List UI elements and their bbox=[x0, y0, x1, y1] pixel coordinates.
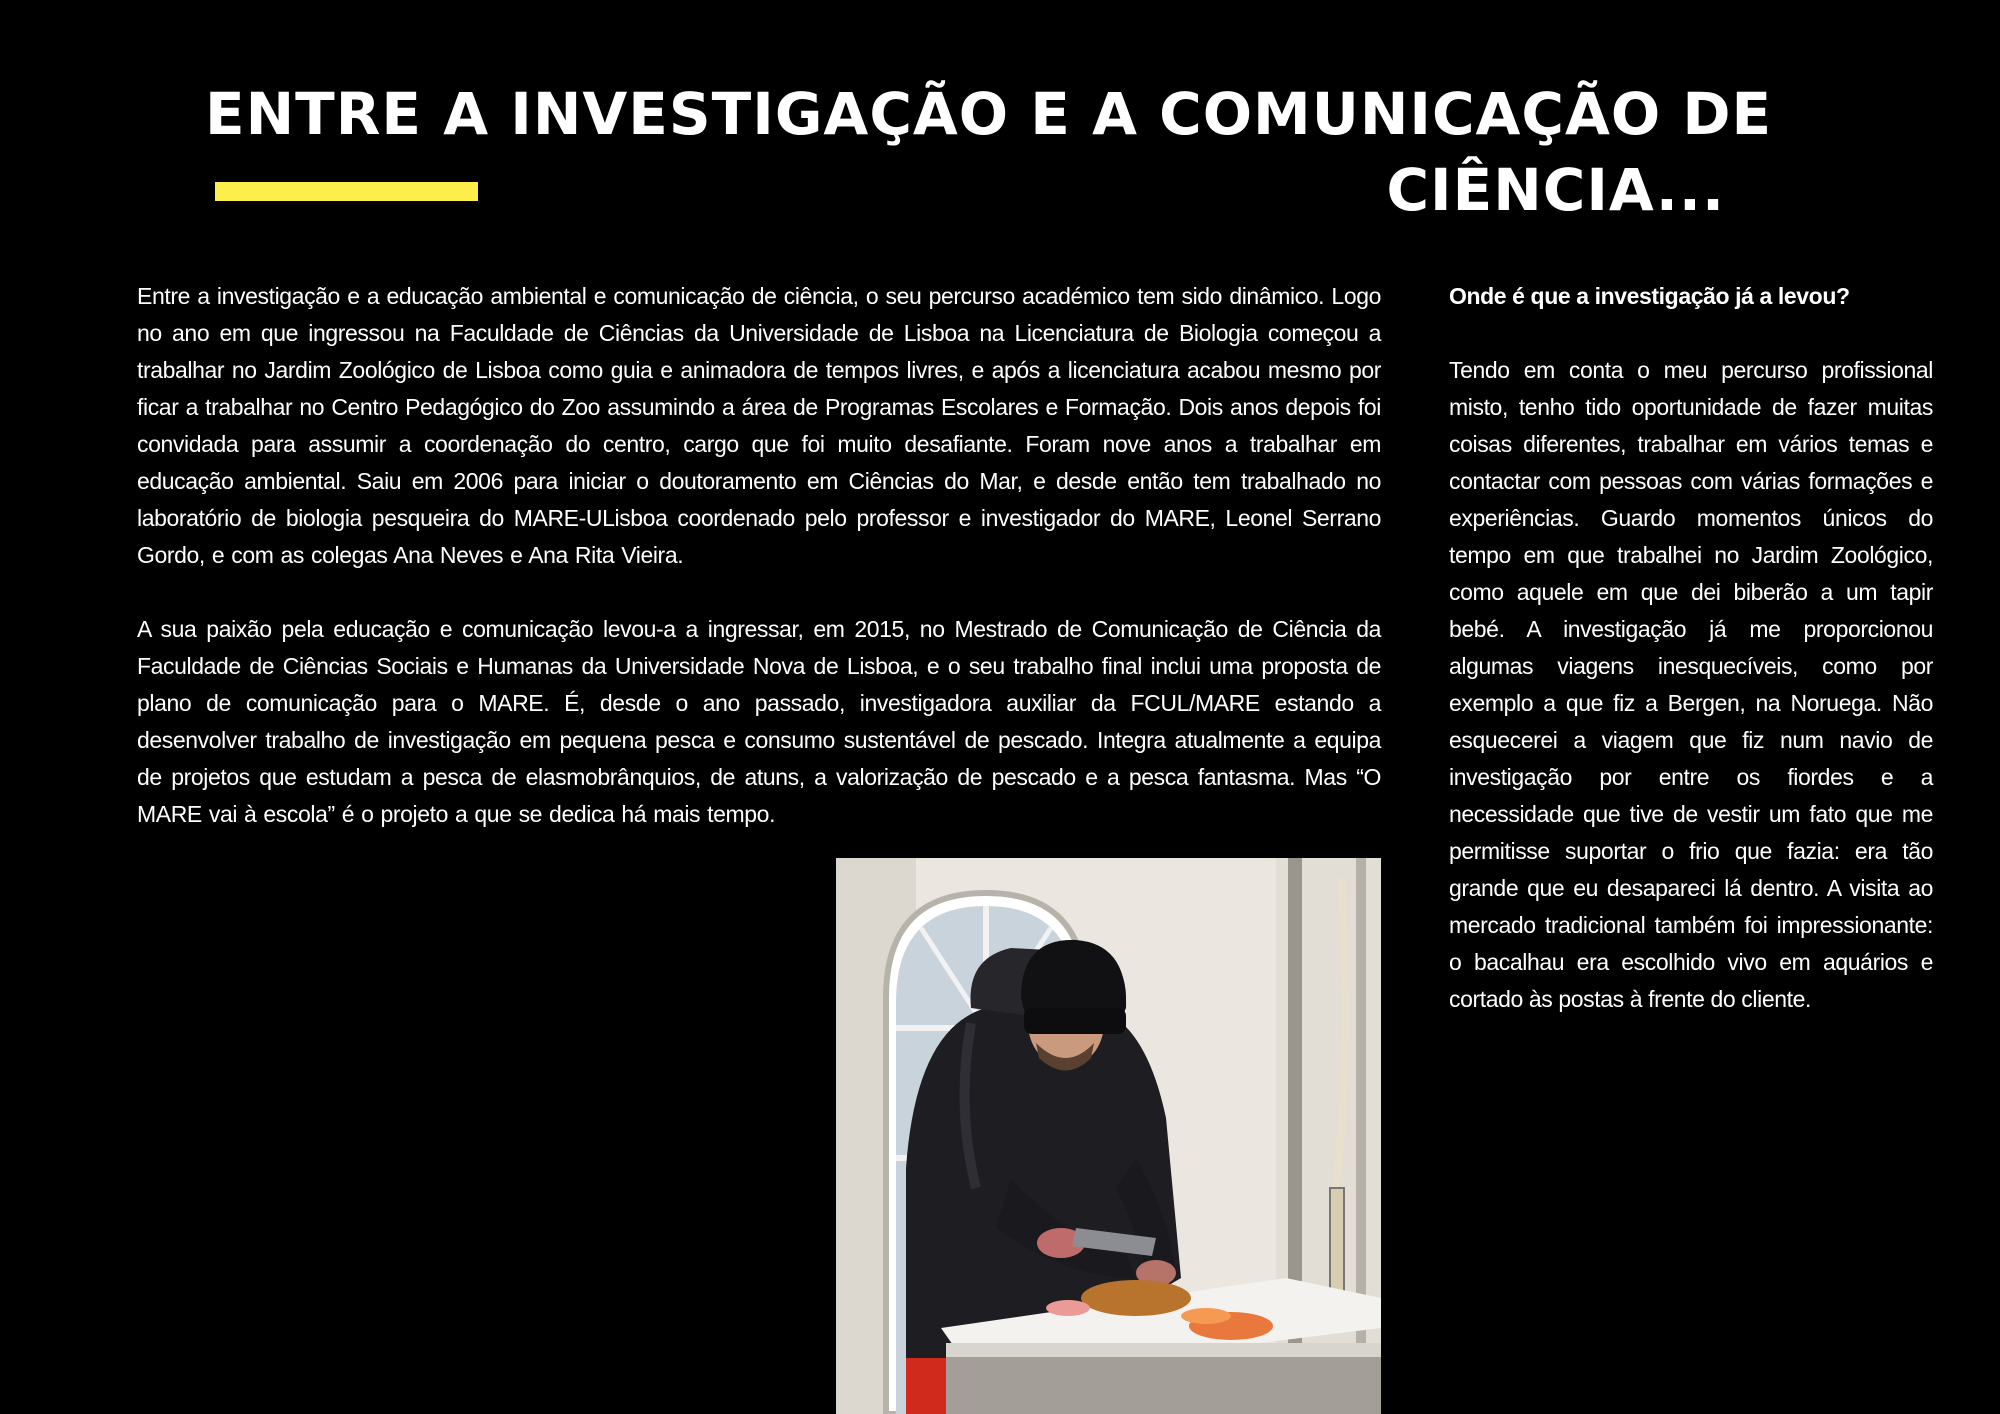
fishmonger-illustration bbox=[836, 858, 1381, 1414]
sidebar-question: Onde é que a investigação já a levou? bbox=[1449, 283, 1850, 309]
article-paragraph-1: Entre a investigação e a educação ambiental e comunicação de ciência, o seu percurso académico tem sido dinâmico. Logo no ano em que ingressou na Faculdade de Ciências da Universidade de Lisboa na Licenciatura de Biologia começou a trabalhar no Jardim Zoológico de Lisboa como guia e animadora de tempos livres, e após a licenciatura acabou mesmo por ficar a trabalhar no Centro Pedagógico do Zoo assumindo a área de Programas Escolares e Formação. Dois anos depois foi convidada para assumir a coordenação do centro, cargo que foi muito desafiante. Foram nove anos a trabalhar em educação ambiental. Saiu em 2006 para iniciar o doutoramento em Ciências do Mar, e desde então tem trabalhado no laboratório de biologia pesqueira do MARE-ULisboa coordenado pelo professor e investigador do MARE, Leonel Serrano Gordo, e com as colegas Ana Neves e Ana Rita Vieira. bbox=[137, 283, 1381, 568]
article-paragraph-2: A sua paixão pela educação e comunicação levou-a a ingressar, em 2015, no Mestrado de Comunicação de Ciência da Faculdade de Ciências Sociais e Humanas da Universidade Nova de Lisboa, e o seu trabalho final inclui uma proposta de plano de comunicação para o MARE. É, desde o ano passado, investigadora auxiliar da FCUL/MARE estando a desenvolver trabalho de investigação em pequena pesca e consumo sustentável de pescado. Integra atualmente a equipa de projetos que estudam a pesca de elasmobrânquios, de atuns, a valorização de pescado e a pesca fantasma. Mas “O MARE vai à escola” é o projeto a que se dedica há mais tempo. bbox=[137, 616, 1381, 827]
sidebar-answer: Tendo em conta o meu percurso profissional misto, tenho tido oportunidade de fazer muitas coisas diferentes, trabalhar em vários temas e contactar com pessoas com várias formações e experiências. Guardo momentos únicos do tempo em que trabalhei no Jardim Zoológico, como aquele em que dei biberão a um tapir bebé. A investigação já me proporcionou algumas viagens inesquecíveis, como por exemplo a que fiz a Bergen, na Noruega. Não esquecerei a viagem que fiz num navio de investigação por entre os fiordes e a necessidade que tive de vestir um fato que me permitisse suportar o frio que fazia: era tão grande que eu desapareci lá dentro. A visita ao mercado tradicional também foi impressionante: o bacalhau era escolhido vivo em aquários e cortado às postas à frente do cliente. bbox=[1449, 357, 1933, 1012]
page-title-line-1: ENTRE A INVESTIGAÇÃO E A COMUNICAÇÃO DE bbox=[205, 80, 1773, 148]
fishmonger-photo bbox=[836, 858, 1381, 1414]
page-title-line-2: CIÊNCIA... bbox=[1386, 156, 1725, 224]
sidebar-interview bbox=[1449, 278, 1933, 1018]
main-article bbox=[137, 278, 1381, 870]
title-accent-bar bbox=[215, 182, 478, 201]
page-title bbox=[205, 76, 1773, 228]
